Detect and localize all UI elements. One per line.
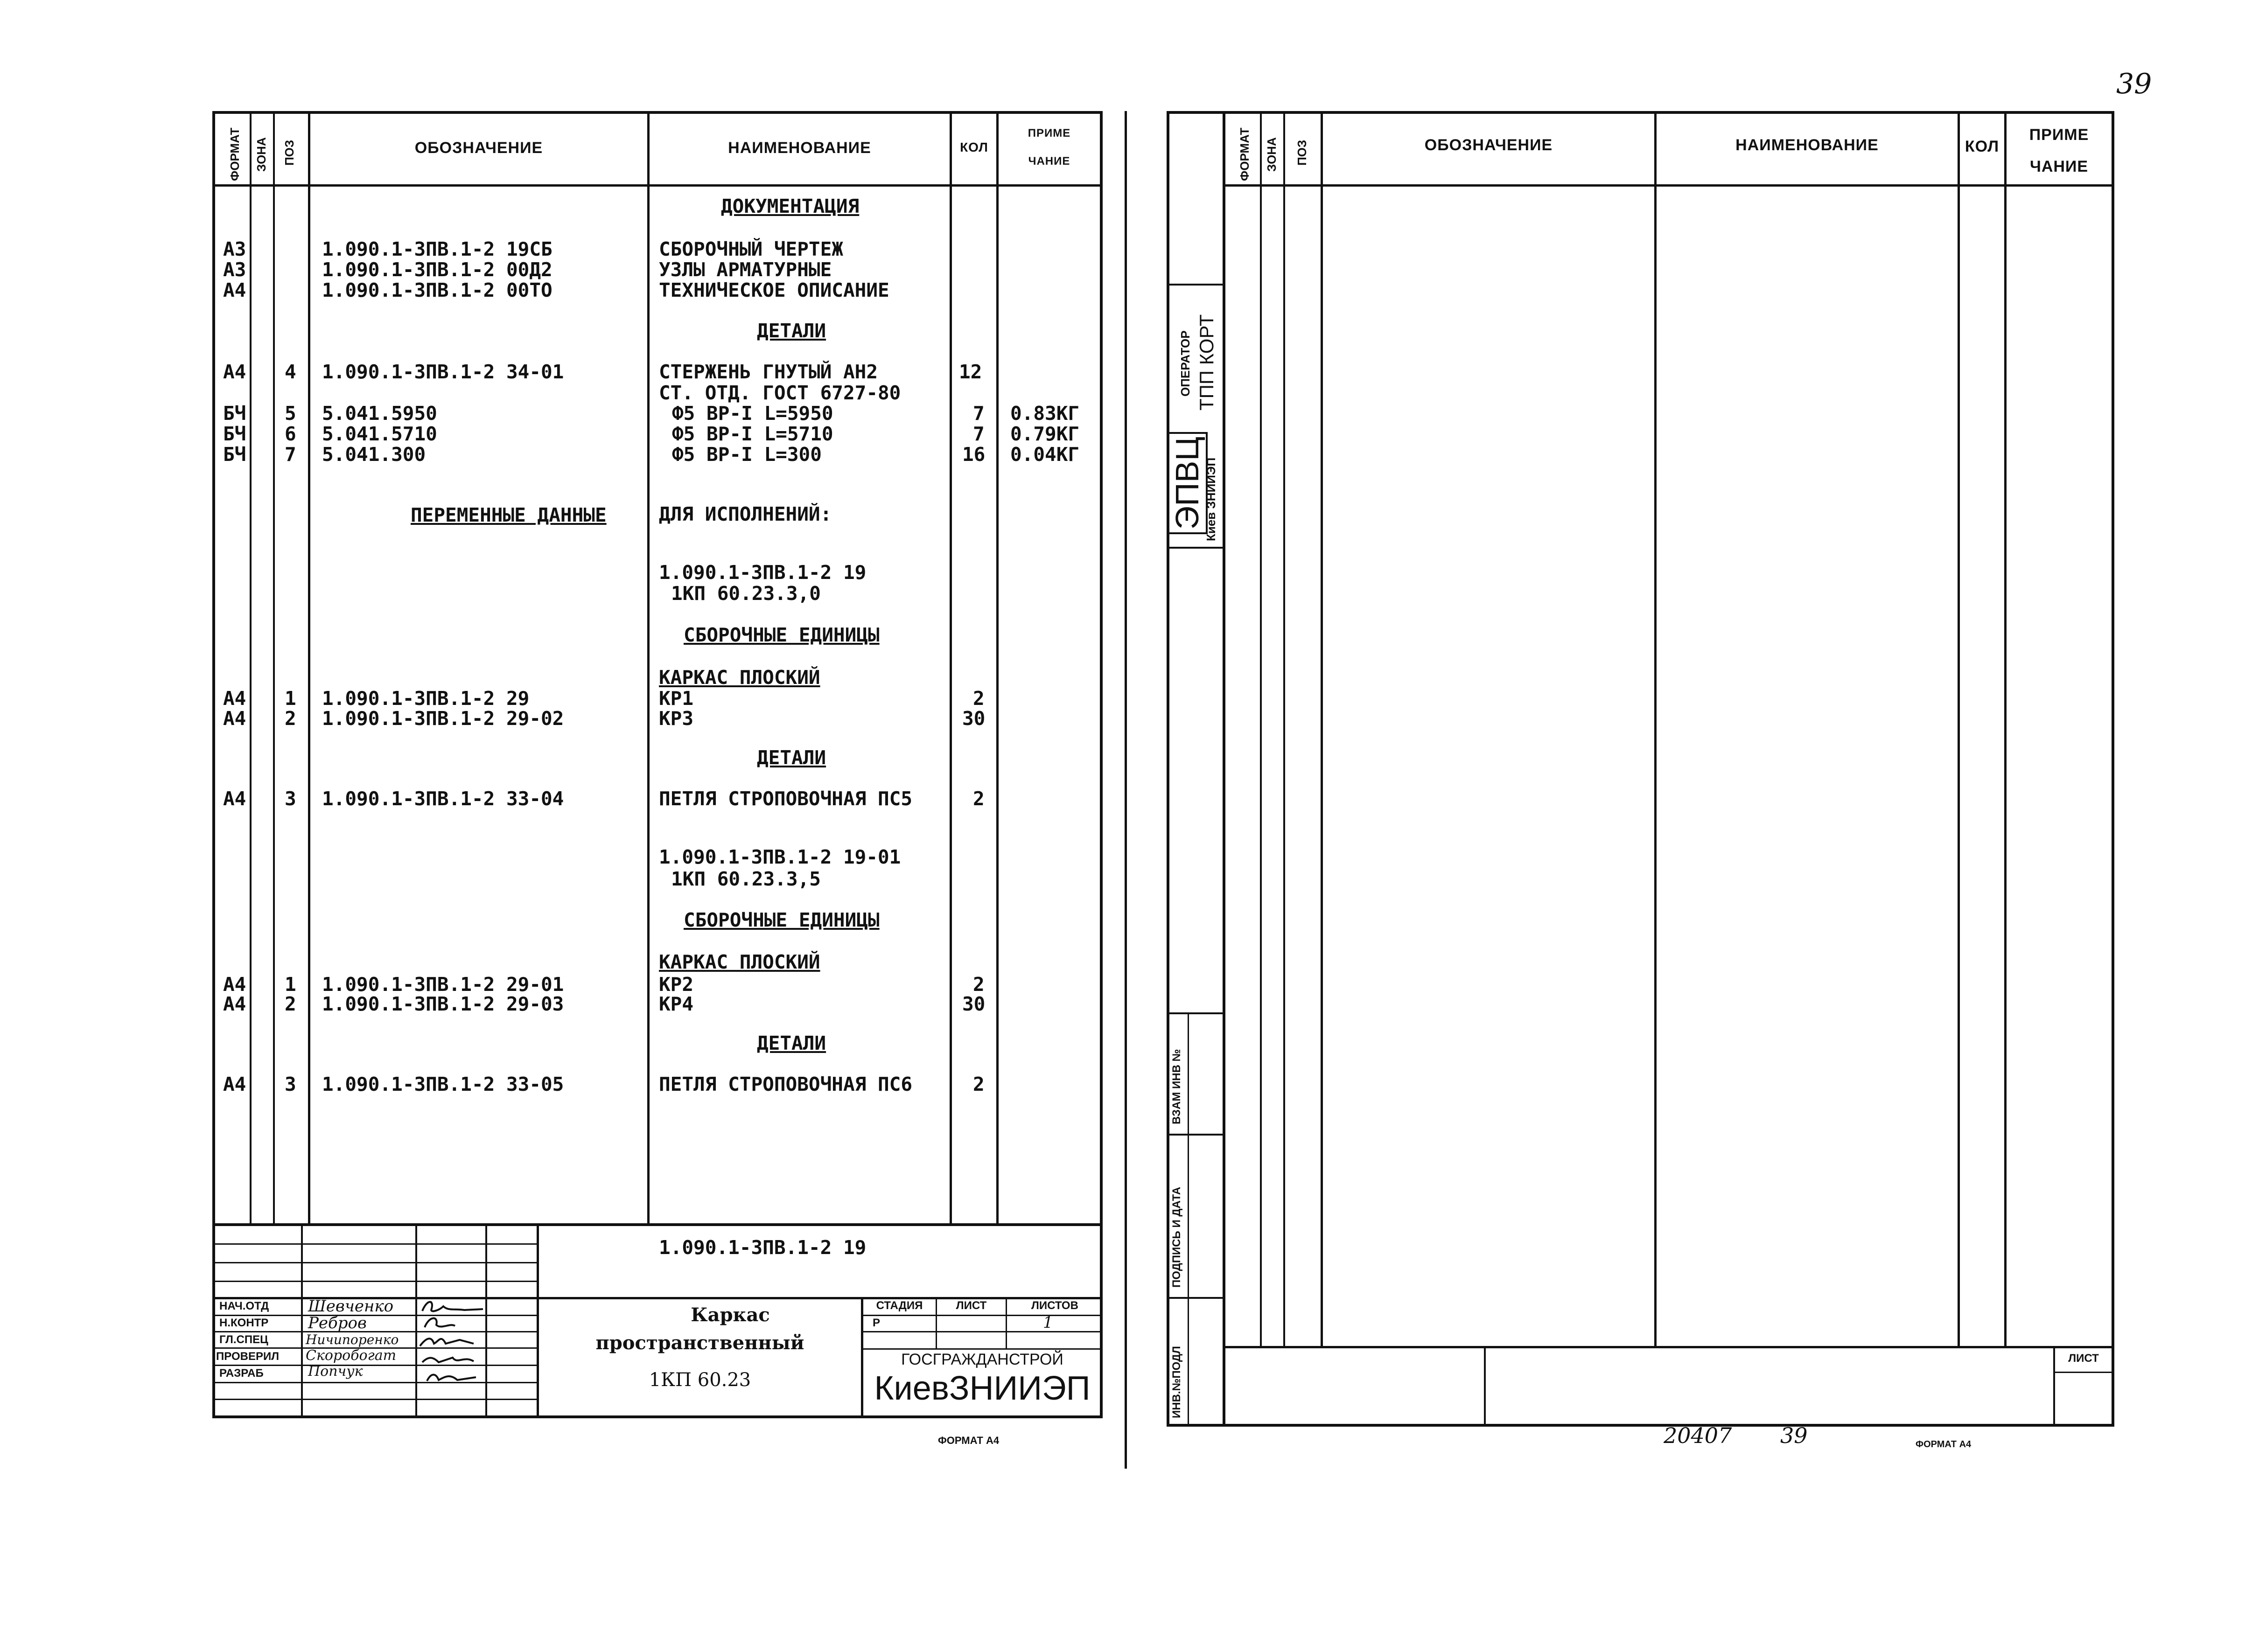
- header-name: НАИМЕНОВАНИЕ: [728, 139, 871, 157]
- row-designation: 5.041.300: [322, 443, 426, 466]
- row-designation: 1.090.1-3ПВ.1-2 33-04: [322, 788, 564, 810]
- sheets-value: 1: [1043, 1313, 1053, 1332]
- row-qty: 7: [973, 402, 985, 425]
- row-name: СБОРОЧНЫЙ ЧЕРТЕЖ: [659, 238, 843, 260]
- header-qty-right: КОЛ: [1965, 138, 2000, 155]
- row-qty: 2: [973, 1073, 985, 1095]
- title-line-1: Каркас: [691, 1304, 770, 1326]
- stamp-inv: ИНВ.№ПОДЛ: [1170, 1346, 1183, 1418]
- row-format: А3: [223, 258, 246, 281]
- name-developed: Попчук: [308, 1363, 363, 1380]
- row-name: Ф5 ВР-I L=5710: [672, 423, 833, 445]
- role-head-dept: НАЧ.ОТД: [219, 1300, 269, 1312]
- stamp-sign: ПОДПИСЬ И ДАТА: [1170, 1186, 1183, 1288]
- variant-2-code: 1.090.1-3ПВ.1-2 19-01: [659, 846, 901, 868]
- stage-value: Р: [873, 1317, 881, 1329]
- row-qty: 30: [962, 707, 986, 730]
- row-name: Ф5 ВР-I L=300: [672, 443, 822, 466]
- row-designation: 5.041.5710: [322, 423, 437, 445]
- row-pos: 5: [285, 402, 296, 425]
- title-line-3: 1КП 60.23: [649, 1369, 751, 1391]
- row-qty: 2: [973, 788, 985, 810]
- row-name: КАРКАС ПЛОСКИЙ: [659, 951, 820, 973]
- row-pos: 7: [285, 443, 296, 466]
- title-line-2: пространственный: [595, 1332, 804, 1354]
- stage-label: СТАДИЯ: [876, 1299, 923, 1312]
- row-qty: 7: [973, 423, 985, 445]
- row-designation: 1.090.1-3ПВ.1-2 00ТО: [322, 279, 553, 301]
- header-format-right: ФОРМАТ: [1238, 127, 1252, 181]
- role-chief-spec: ГЛ.СПЕЦ: [219, 1333, 268, 1346]
- header-note-right-2: ЧАНИЕ: [2029, 158, 2089, 175]
- org-line-1: ГОСГРАЖДАНСТРОЙ: [901, 1351, 1063, 1368]
- name-head-dept: Шевченко: [308, 1297, 394, 1316]
- header-designation: ОБОЗНАЧЕНИЕ: [414, 139, 543, 157]
- role-developed: РАЗРАБ: [219, 1367, 264, 1380]
- header-pos: ПОЗ: [282, 139, 296, 166]
- row-pos: 4: [285, 361, 296, 383]
- row-name: КАРКАС ПЛОСКИЙ: [659, 666, 820, 689]
- section-details: ДЕТАЛИ: [757, 1032, 826, 1054]
- page-number-corner: 39: [2116, 68, 2152, 100]
- row-format: А3: [223, 238, 246, 260]
- row-name: Ф5 ВР-I L=5950: [672, 402, 833, 425]
- row-qty: 12: [959, 361, 982, 383]
- section-assemblies: СБОРОЧНЫЕ ЕДИНИЦЫ: [684, 909, 880, 931]
- sheet-divider: [1125, 111, 1127, 1469]
- row-designation: 1.090.1-3ПВ.1-2 29: [322, 687, 530, 710]
- header-note-2: ЧАНИЕ: [1028, 155, 1070, 167]
- variant-2-mark: 1КП 60.23.3,5: [671, 868, 821, 890]
- row-pos: 1: [285, 687, 296, 710]
- row-designation: 1.090.1-3ПВ.1-2 29-01: [322, 973, 564, 996]
- row-name: СТЕРЖЕНЬ ГНУТЫЙ АН2: [659, 361, 878, 383]
- row-designation: 1.090.1-3ПВ.1-2 34-01: [322, 361, 564, 383]
- row-pos: 2: [285, 707, 296, 730]
- section-documentation: ДОКУМЕНТАЦИЯ: [721, 195, 860, 217]
- row-qty: 16: [962, 443, 986, 466]
- header-format: ФОРМАТ: [228, 127, 242, 181]
- signatures: [418, 1297, 488, 1416]
- row-name: СТ. ОТД. ГОСТ 6727-80: [659, 382, 901, 404]
- org-line-2: КиевЗНИИЭП: [874, 1370, 1091, 1407]
- stamp-operator: ОПЕРАТОР: [1178, 330, 1192, 397]
- row-format: А4: [223, 993, 246, 1015]
- row-qty: 2: [973, 687, 985, 710]
- row-qty: 30: [962, 993, 986, 1015]
- row-format: А4: [223, 788, 246, 810]
- row-format: БЧ: [223, 402, 246, 425]
- section-variable-data: ПЕРЕМЕННЫЕ ДАННЫЕ: [411, 504, 607, 526]
- section-details: ДЕТАЛИ: [757, 320, 826, 342]
- sheets-label: ЛИСТОВ: [1031, 1299, 1078, 1312]
- row-format: А4: [223, 707, 246, 730]
- format-label: ФОРМАТ А4: [938, 1435, 1000, 1446]
- row-format: А4: [223, 279, 246, 301]
- row-qty: 2: [973, 973, 985, 996]
- footer-number: 20407: [1664, 1423, 1732, 1448]
- doc-code: 1.090.1-3ПВ.1-2 19: [659, 1236, 867, 1259]
- row-pos: 3: [285, 1073, 296, 1095]
- name-checked: Скоробогат: [306, 1347, 397, 1364]
- row-note: 0.04КГ: [1010, 443, 1080, 466]
- row-format: А4: [223, 361, 246, 383]
- row-designation: 1.090.1-3ПВ.1-2 00Д2: [322, 258, 553, 281]
- role-checked: ПРОВЕРИЛ: [216, 1350, 280, 1363]
- stamp-epvc: ЭПВЦ: [1167, 432, 1208, 534]
- row-name: ТЕХНИЧЕСКОЕ ОПИСАНИЕ: [659, 279, 889, 301]
- row-designation: 1.090.1-3ПВ.1-2 33-05: [322, 1073, 564, 1095]
- footer-page: 39: [1780, 1423, 1808, 1448]
- section-details: ДЕТАЛИ: [757, 746, 826, 769]
- header-note-right-1: ПРИМЕ: [2029, 126, 2089, 144]
- row-format: БЧ: [223, 423, 246, 445]
- name-chief-spec: Ничипоренко: [306, 1332, 399, 1347]
- row-designation: 1.090.1-3ПВ.1-2 29-03: [322, 993, 564, 1015]
- row-name: КР4: [659, 993, 694, 1015]
- row-name: КР3: [659, 707, 694, 730]
- row-note: 0.83КГ: [1010, 402, 1080, 425]
- name-norm-control: Ребров: [308, 1314, 367, 1332]
- row-designation: 1.090.1-3ПВ.1-2 19СБ: [322, 238, 553, 260]
- stamp-tpp: ТПП КОРТ: [1196, 314, 1217, 411]
- header-zone: ЗОНА: [254, 137, 268, 172]
- row-format: А4: [223, 1073, 246, 1095]
- header-zone-right: ЗОНА: [1265, 137, 1279, 172]
- row-note: 0.79КГ: [1010, 423, 1080, 445]
- stamp-vzam: ВЗАМ ИНВ №: [1170, 1049, 1183, 1124]
- row-name: КР1: [659, 687, 694, 710]
- row-designation: 5.041.5950: [322, 402, 437, 425]
- row-name: ПЕТЛЯ СТРОПОВОЧНАЯ ПС6: [659, 1073, 913, 1095]
- row-format: А4: [223, 687, 246, 710]
- row-name: КР2: [659, 973, 694, 996]
- section-assemblies: СБОРОЧНЫЕ ЕДИНИЦЫ: [684, 624, 880, 646]
- row-pos: 1: [285, 973, 296, 996]
- variant-1-mark: 1КП 60.23.3,0: [671, 582, 821, 605]
- row-designation: 1.090.1-3ПВ.1-2 29-02: [322, 707, 564, 730]
- row-format: А4: [223, 973, 246, 996]
- row-name: ПЕТЛЯ СТРОПОВОЧНАЯ ПС5: [659, 788, 913, 810]
- section-for-variants: ДЛЯ ИСПОЛНЕНИЙ:: [659, 503, 832, 525]
- variant-1-code: 1.090.1-3ПВ.1-2 19: [659, 561, 867, 584]
- header-designation-right: ОБОЗНАЧЕНИЕ: [1424, 136, 1553, 154]
- header-qty: КОЛ: [960, 140, 988, 154]
- format-label-right: ФОРМАТ А4: [1916, 1439, 1972, 1450]
- header-pos-right: ПОЗ: [1295, 139, 1309, 166]
- header-name-right: НАИМЕНОВАНИЕ: [1735, 136, 1879, 154]
- row-pos: 6: [285, 423, 296, 445]
- right-sheet-label: ЛИСТ: [2068, 1352, 2099, 1365]
- row-pos: 2: [285, 993, 296, 1015]
- row-format: БЧ: [223, 443, 246, 466]
- stamp-kiev: Киев ЗНИИЭП: [1204, 457, 1218, 541]
- row-pos: 3: [285, 788, 296, 810]
- header-note-1: ПРИМЕ: [1028, 127, 1071, 139]
- role-norm-control: Н.КОНТР: [219, 1317, 269, 1329]
- sheet-label: ЛИСТ: [956, 1299, 987, 1312]
- row-name: УЗЛЫ АРМАТУРНЫЕ: [659, 258, 832, 281]
